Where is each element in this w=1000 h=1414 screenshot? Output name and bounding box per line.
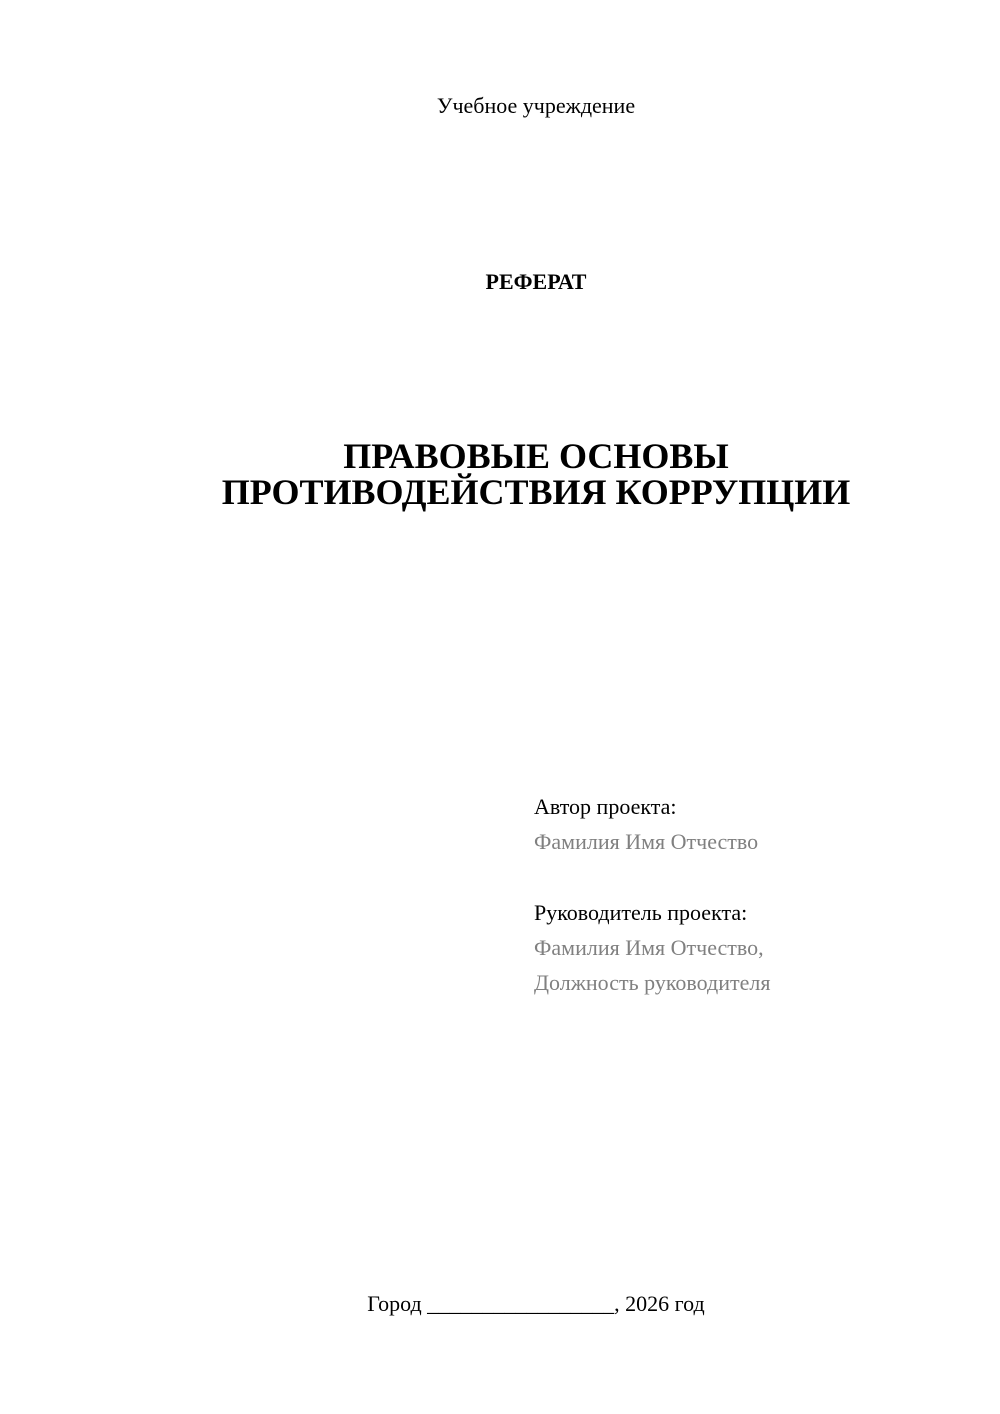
credits-block xyxy=(534,789,974,1000)
supervisor-name: Фамилия Имя Отчество, xyxy=(534,935,764,960)
title-line-1: ПРАВОВЫЕ ОСНОВЫ xyxy=(343,436,729,476)
supervisor-label: Руководитель проекта: xyxy=(534,900,748,925)
author-name: Фамилия Имя Отчество xyxy=(534,829,759,854)
title-line-2: ПРОТИВОДЕЙСТВИЯ КОРРУПЦИИ xyxy=(221,472,851,512)
document-title xyxy=(0,438,1000,510)
author-label: Автор проекта: xyxy=(534,794,677,819)
city-year-line: Город _________________, 2026 год xyxy=(367,1291,705,1316)
institution-name: Учебное учреждение xyxy=(436,93,636,118)
supervisor-position: Должность руководителя xyxy=(534,970,771,995)
credits-spacer xyxy=(534,859,974,895)
document-type: РЕФЕРАТ xyxy=(485,269,587,294)
